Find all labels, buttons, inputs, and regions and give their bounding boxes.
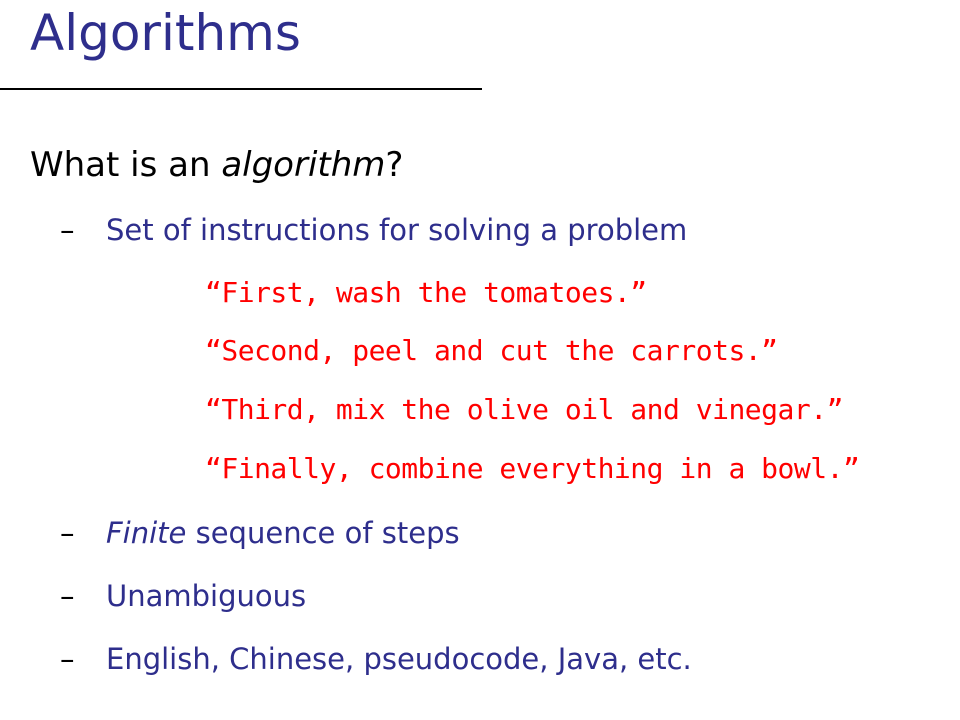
bullet-dash: – <box>60 516 75 550</box>
bullet-finite <box>60 516 460 550</box>
bullet-text: English, Chinese, pseudocode, Java, etc. <box>106 642 692 676</box>
bullet-dash: – <box>60 642 75 676</box>
bullet-emphasis: Finite <box>106 516 187 550</box>
bullet-languages <box>60 642 692 676</box>
question-prefix: What is an <box>30 145 222 185</box>
bullet-text: Unambiguous <box>106 579 307 613</box>
bullet-instructions <box>60 213 688 247</box>
title-underline <box>0 88 482 90</box>
question-emphasis: algorithm <box>221 145 386 185</box>
bullet-dash: – <box>60 579 75 613</box>
bullet-dash: – <box>60 213 75 247</box>
example-step-1: “First, wash the tomatoes.” <box>205 276 647 309</box>
question-line <box>30 145 404 185</box>
example-step-3: “Third, mix the olive oil and vinegar.” <box>205 393 843 426</box>
bullet-text: sequence of steps <box>186 516 460 550</box>
bullet-unambiguous <box>60 579 307 613</box>
question-suffix: ? <box>385 145 404 185</box>
example-step-2: “Second, peel and cut the carrots.” <box>205 334 778 367</box>
example-step-4: “Finally, combine everything in a bowl.” <box>205 452 860 485</box>
bullet-text: Set of instructions for solving a problem <box>106 213 688 247</box>
slide-title: Algorithms <box>30 4 301 62</box>
